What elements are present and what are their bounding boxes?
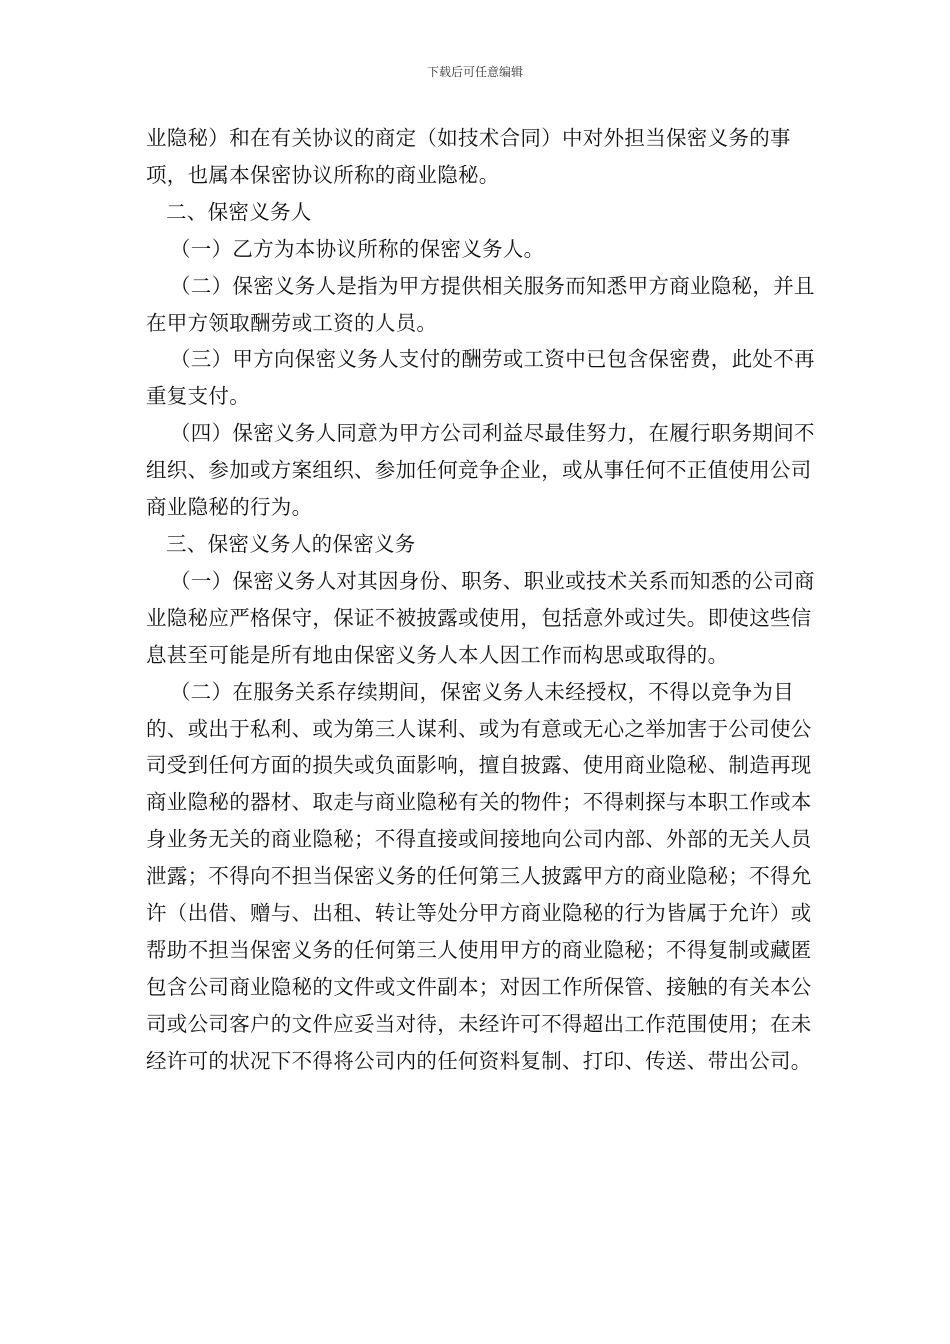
paragraph-item-1: （一）乙方为本协议所称的保密义务人。 [170,236,545,261]
paragraph-item-3: （三）甲方向保密义务人支付的酬劳或工资中已包含保密费，此处不再重复支付。 [146,347,815,409]
paragraph-item-4: （四）保密义务人同意为甲方公司利益尽最佳努力，在履行职务期间不组织、参加或方案组织、参加任何竞争企业，或从事任何不正值使用公司商业隐秘的行为。 [146,421,815,520]
page-header-note: 下载后可任意编辑 [426,65,523,79]
section-heading-obligations: 三、保密义务人的保密义务 [166,531,416,556]
section-heading-obligor: 二、保密义务人 [166,199,312,224]
document-body [146,120,826,1080]
paragraph-obligation-2: （二）在服务关系存续期间，保密义务人未经授权，不得以竞争为目的、或出于私利、或为第三人谋利、或为有意或无心之举加害于公司使公司受到任何方面的损失或负面影响，擅自披露、使用商业隐秘、制造再现商业隐秘的器材、取走与商业隐秘有关的物件；不得刺探与本职工作或本身业务无关的商业隐秘；不得直接或间接地向公司内部、外部的无关人员泄露；不得向不担当保密义务的任何第三人披露甲方的商业隐秘；不得允许（出借、赠与、出租、转让等处分甲方商业隐秘的行为皆属于允许）或帮助不担当保密义务的任何第三人使用甲方的商业隐秘；不得复制或藏匿包含公司商业隐秘的文件或文件副本；对因工作所保管、接触的有关本公司或公司客户的文件应妥当对待，未经许可不得超出工作范围使用；在未经许可的状况下不得将公司内的任何资料复制、打印、传送、带出公司。 [146,679,812,1073]
paragraph-obligation-1: （一）保密义务人对其因身份、职务、职业或技术关系而知悉的公司商业隐秘应严格保守，保证不被披露或使用，包括意外或过失。即使这些信息甚至可能是所有地由保密义务人本人因工作而构思或取得的。 [146,568,815,667]
paragraph-continuation: 业隐秘）和在有关协议的商定（如技术合同）中对外担当保密义务的事项，也属本保密协议所称的商业隐秘。 [146,126,791,187]
paragraph-item-2: （二）保密义务人是指为甲方提供相关服务而知悉甲方商业隐秘，并且在甲方领取酬劳或工资的人员。 [146,273,815,335]
